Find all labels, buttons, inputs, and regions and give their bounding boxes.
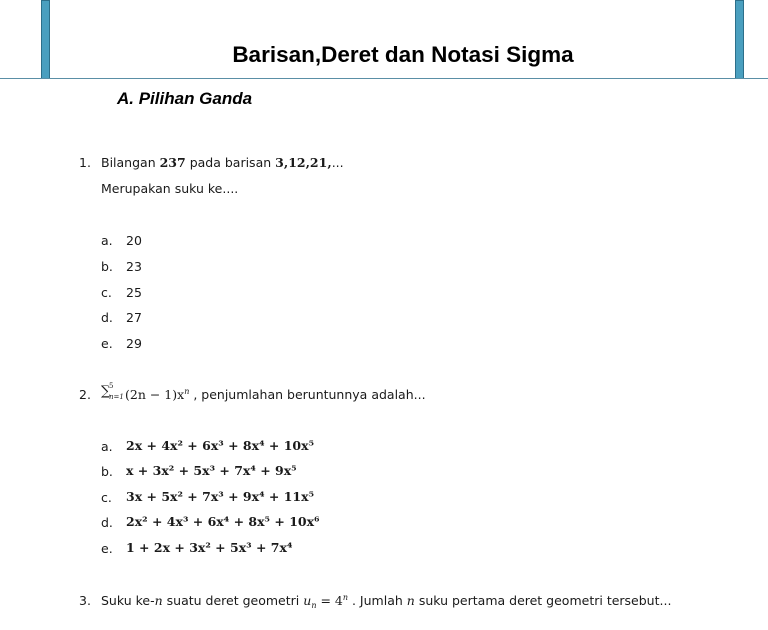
q1-target-number: 237	[159, 155, 186, 170]
sigma-notation	[101, 382, 125, 401]
q1-line2: Merupakan suku ke....	[101, 181, 239, 196]
q3-text-b: suatu deret geometri	[166, 593, 300, 608]
q2-option-a-letter: a.	[101, 439, 113, 454]
q3-formula-u: u	[303, 593, 312, 608]
q2-option-a: 2x + 4x² + 6x³ + 8x⁴ + 10x⁵	[126, 438, 315, 453]
q3-formula-eq: = 4	[316, 593, 343, 608]
q1-option-a-letter: a.	[101, 233, 113, 248]
sigma-upper-limit: 5	[109, 382, 114, 390]
q2-option-b-letter: b.	[101, 464, 113, 479]
sigma-expression: $(2n - 1)x^n$	[125, 387, 190, 402]
q2-option-e-letter: e.	[101, 541, 113, 556]
q1-option-d: 27	[126, 310, 142, 325]
q2-text	[101, 382, 426, 402]
q1-text	[101, 155, 344, 170]
q3-formula-sub: n	[311, 601, 317, 610]
q2-number: 2.	[79, 387, 91, 402]
q1-number: 1.	[79, 155, 91, 170]
q3-var-n: n	[154, 593, 163, 608]
q1-option-a: 20	[126, 233, 142, 248]
q2-option-c-letter: c.	[101, 490, 112, 505]
q1-text-b: pada barisan	[189, 155, 272, 170]
q1-option-e: 29	[126, 336, 142, 351]
q1-ellipsis: ...	[331, 155, 344, 170]
q1-option-d-letter: d.	[101, 310, 113, 325]
q1-option-c-letter: c.	[101, 285, 112, 300]
q2-option-d-letter: d.	[101, 515, 113, 530]
header-rule	[0, 78, 768, 79]
q3-number: 3.	[79, 593, 91, 608]
q3-formula	[303, 593, 348, 608]
q3-formula-exp: n	[342, 593, 348, 602]
page-title: Barisan,Deret dan Notasi Sigma	[232, 42, 574, 67]
q3-text	[101, 593, 671, 608]
q2-option-e: 1 + 2x + 3x² + 5x³ + 7x⁴	[126, 540, 293, 555]
q3-text-d: suku pertama deret geometri tersebut...	[418, 593, 672, 608]
q1-sequence: 3,12,21,	[275, 155, 332, 170]
q2-option-d: 2x² + 4x³ + 6x⁴ + 8x⁵ + 10x⁶	[126, 514, 320, 529]
q3-text-c: . Jumlah	[351, 593, 403, 608]
sigma-lower-limit: n=1	[109, 393, 124, 401]
q2-option-c: 3x + 5x² + 7x³ + 9x⁴ + 11x⁵	[126, 489, 315, 504]
q1-text-a: Bilangan	[101, 155, 156, 170]
q2-text-body: , penjumlahan beruntunnya adalah...	[193, 387, 426, 402]
sigma-symbol: ∑	[101, 384, 111, 399]
q2-option-b: x + 3x² + 5x³ + 7x⁴ + 9x⁵	[126, 463, 297, 478]
q3-var-n-2: n	[406, 593, 415, 608]
q1-option-b: 23	[126, 259, 142, 274]
section-heading: A. Pilihan Ganda	[117, 89, 253, 108]
q1-option-b-letter: b.	[101, 259, 113, 274]
sigma-exponent: n	[184, 387, 190, 396]
q1-option-e-letter: e.	[101, 336, 113, 351]
q1-option-c: 25	[126, 285, 142, 300]
q3-text-a: Suku ke-	[101, 593, 155, 608]
